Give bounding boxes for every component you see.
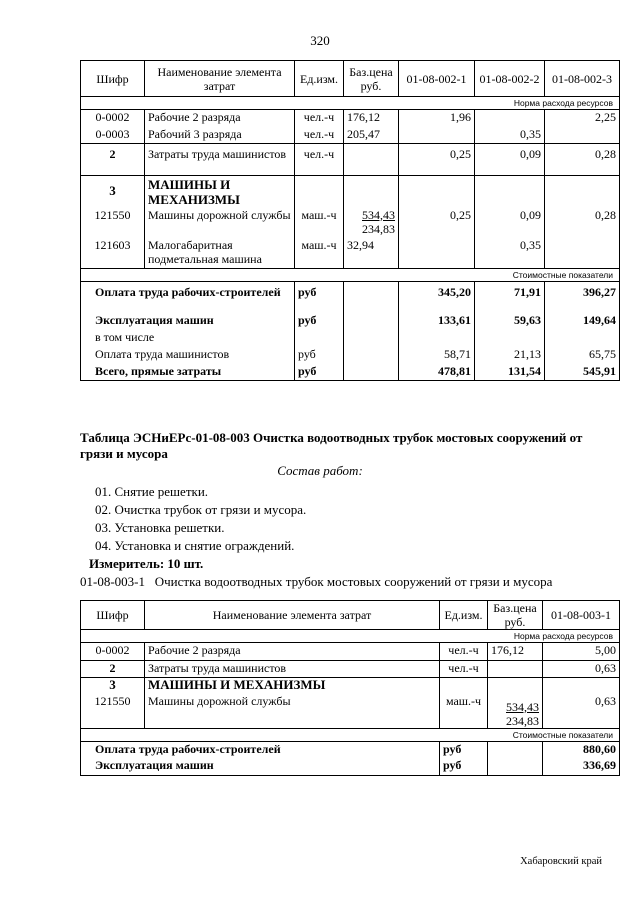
table-header-row — [81, 601, 620, 630]
item-title: 01-08-003-1 Очистка водоотводных трубок мостовых сооружений от грязи и мусора — [80, 574, 553, 589]
table-row — [81, 661, 620, 678]
row-value-1: 0,63 — [543, 661, 620, 678]
cost-value-1: 345,20 — [399, 282, 475, 313]
cost-value-1: 133,61 — [399, 313, 475, 330]
table-row-group-header — [81, 176, 620, 208]
cost-value-1: 58,71 — [399, 347, 475, 364]
col-header-price: Баз.цена руб. — [344, 61, 399, 97]
cost-value-2: 71,91 — [475, 282, 545, 313]
norm-label-row — [81, 630, 620, 643]
row-price-top: 534,43 — [362, 207, 395, 222]
cost-value-2: 21,13 — [475, 347, 545, 364]
row-price: 205,47 — [344, 127, 399, 144]
row-value-3: 0,28 — [545, 208, 620, 238]
cost-name: Эксплуатация машин — [81, 758, 440, 775]
cost-value-2: 59,63 — [475, 313, 545, 330]
row-name: Машины дорожной службы — [145, 208, 295, 238]
cost-name: Оплата труда машинистов — [81, 347, 295, 364]
cost-label-row — [81, 728, 620, 741]
table-row — [81, 208, 620, 238]
cost-value-1: 880,60 — [543, 741, 620, 758]
row-code: 0-0002 — [81, 643, 145, 661]
cost-row — [81, 282, 620, 313]
table-row — [81, 144, 620, 176]
row-value-3 — [545, 238, 620, 269]
section-title: Таблица ЭСНиЕРс-01-08-003 Очистка водоотводных трубок мостовых сооружений от грязи и мусора — [80, 430, 583, 461]
table-row — [81, 694, 620, 729]
group-name: МАШИНЫ И МЕХАНИЗМЫ — [145, 678, 440, 694]
work-item: 01. Снятие решетки. — [95, 484, 209, 499]
cost-row — [81, 741, 620, 758]
cost-row — [81, 347, 620, 364]
resource-table-01-08-003 — [80, 600, 620, 776]
cost-value-1: 478,81 — [399, 364, 475, 381]
work-item: 04. Установка и снятие ограждений. — [95, 538, 295, 553]
cost-label: Стоимостные показатели — [81, 728, 620, 741]
cost-value-3: 396,27 — [545, 282, 620, 313]
col-header-norm-3: 01-08-002-3 — [545, 61, 620, 97]
row-value-3: 2,25 — [545, 110, 620, 127]
cost-value-2: 131,54 — [475, 364, 545, 381]
col-header-norm-2: 01-08-002-2 — [475, 61, 545, 97]
group-name: МАШИНЫ И МЕХАНИЗМЫ — [145, 176, 295, 208]
cost-label: Стоимостные показатели — [81, 269, 620, 282]
norm-label: Норма расхода ресурсов — [81, 630, 620, 643]
col-header-code: Шифр — [81, 601, 145, 630]
row-value-1: 0,25 — [399, 144, 475, 176]
row-code: 121550 — [81, 208, 145, 238]
col-header-price: Баз.цена руб. — [488, 601, 543, 630]
cost-value-3: 65,75 — [545, 347, 620, 364]
row-price — [488, 694, 543, 729]
col-header-unit: Ед.изм. — [440, 601, 488, 630]
row-value-2: 0,35 — [475, 238, 545, 269]
cost-row-total — [81, 364, 620, 381]
norm-label-row — [81, 97, 620, 110]
row-name: Малогабаритная подметальная машина — [145, 238, 295, 269]
table-row — [81, 238, 620, 269]
table-row — [81, 643, 620, 661]
row-price-top: 534,43 — [506, 699, 539, 714]
region-footer: Хабаровский край — [520, 856, 602, 867]
row-unit: чел.-ч — [295, 127, 344, 144]
cost-value-3: 545,91 — [545, 364, 620, 381]
cost-name: Оплата труда рабочих-строителей — [81, 741, 440, 758]
row-price: 32,94 — [344, 238, 399, 269]
cost-value-3: 149,64 — [545, 313, 620, 330]
row-price-bottom: 234,83 — [362, 221, 395, 236]
cost-value-1: 336,69 — [543, 758, 620, 775]
row-unit: чел.-ч — [295, 144, 344, 176]
row-name: Затраты труда машинистов — [145, 144, 295, 176]
row-name: Затраты труда машинистов — [145, 661, 440, 678]
works-subtitle: Состав работ: — [277, 463, 363, 478]
cost-name: Эксплуатация машин — [81, 313, 295, 330]
row-unit: маш.-ч — [440, 694, 488, 729]
col-header-code: Шифр — [81, 61, 145, 97]
col-header-norm-1: 01-08-002-1 — [399, 61, 475, 97]
col-header-unit: Ед.изм. — [295, 61, 344, 97]
row-unit: чел.-ч — [295, 110, 344, 127]
cost-unit: руб — [295, 313, 344, 330]
resource-table-01-08-002 — [80, 60, 620, 381]
row-price: 176,12 — [488, 643, 543, 661]
cost-unit: руб — [295, 282, 344, 313]
col-header-norm-1: 01-08-003-1 — [543, 601, 620, 630]
row-code: 0-0002 — [81, 110, 145, 127]
row-price — [344, 208, 399, 238]
group-code: 3 — [81, 678, 145, 694]
row-value-2: 0,09 — [475, 208, 545, 238]
cost-row — [81, 313, 620, 330]
row-code: 121603 — [81, 238, 145, 269]
cost-name: Всего, прямые затраты — [81, 364, 295, 381]
table-row — [81, 110, 620, 127]
row-value-1: 1,96 — [399, 110, 475, 127]
row-unit: чел.-ч — [440, 661, 488, 678]
row-price-bottom: 234,83 — [506, 713, 539, 728]
group-code: 3 — [81, 176, 145, 208]
cost-name: в том числе — [81, 330, 295, 347]
measure-unit: Измеритель: 10 шт. — [89, 556, 204, 571]
row-value-2: 0,35 — [475, 127, 545, 144]
row-value-1 — [399, 238, 475, 269]
row-value-1: 0,63 — [543, 694, 620, 729]
row-price: 176,12 — [344, 110, 399, 127]
work-item: 02. Очистка трубок от грязи и мусора. — [95, 502, 307, 517]
cost-unit: руб — [295, 347, 344, 364]
cost-unit: руб — [440, 758, 488, 775]
row-code: 0-0003 — [81, 127, 145, 144]
cost-name: Оплата труда рабочих-строителей — [81, 282, 295, 313]
col-header-name: Наименование элемента затрат — [145, 601, 440, 630]
cost-row — [81, 758, 620, 775]
table-row — [81, 127, 620, 144]
row-value-1: 5,00 — [543, 643, 620, 661]
row-name: Рабочие 2 разряда — [145, 643, 440, 661]
row-unit: маш.-ч — [295, 238, 344, 269]
page-number: 320 — [310, 33, 330, 48]
cost-row — [81, 330, 620, 347]
row-code: 2 — [81, 661, 145, 678]
row-code: 121550 — [81, 694, 145, 729]
table-row-group-header — [81, 678, 620, 694]
row-name: Рабочий 3 разряда — [145, 127, 295, 144]
row-value-2 — [475, 110, 545, 127]
row-price — [488, 661, 543, 678]
table-header-row — [81, 61, 620, 97]
row-value-3 — [545, 127, 620, 144]
cost-label-row — [81, 269, 620, 282]
work-item: 03. Установка решетки. — [95, 520, 225, 535]
row-value-1 — [399, 127, 475, 144]
cost-unit: руб — [295, 364, 344, 381]
row-code: 2 — [81, 144, 145, 176]
norm-label: Норма расхода ресурсов — [81, 97, 620, 110]
cost-unit: руб — [440, 741, 488, 758]
row-value-1: 0,25 — [399, 208, 475, 238]
row-name: Машины дорожной службы — [145, 694, 440, 729]
row-unit: чел.-ч — [440, 643, 488, 661]
row-value-2: 0,09 — [475, 144, 545, 176]
row-value-3: 0,28 — [545, 144, 620, 176]
col-header-name: Наименование элемента затрат — [145, 61, 295, 97]
row-price — [344, 144, 399, 176]
row-name: Рабочие 2 разряда — [145, 110, 295, 127]
row-unit: маш.-ч — [295, 208, 344, 238]
